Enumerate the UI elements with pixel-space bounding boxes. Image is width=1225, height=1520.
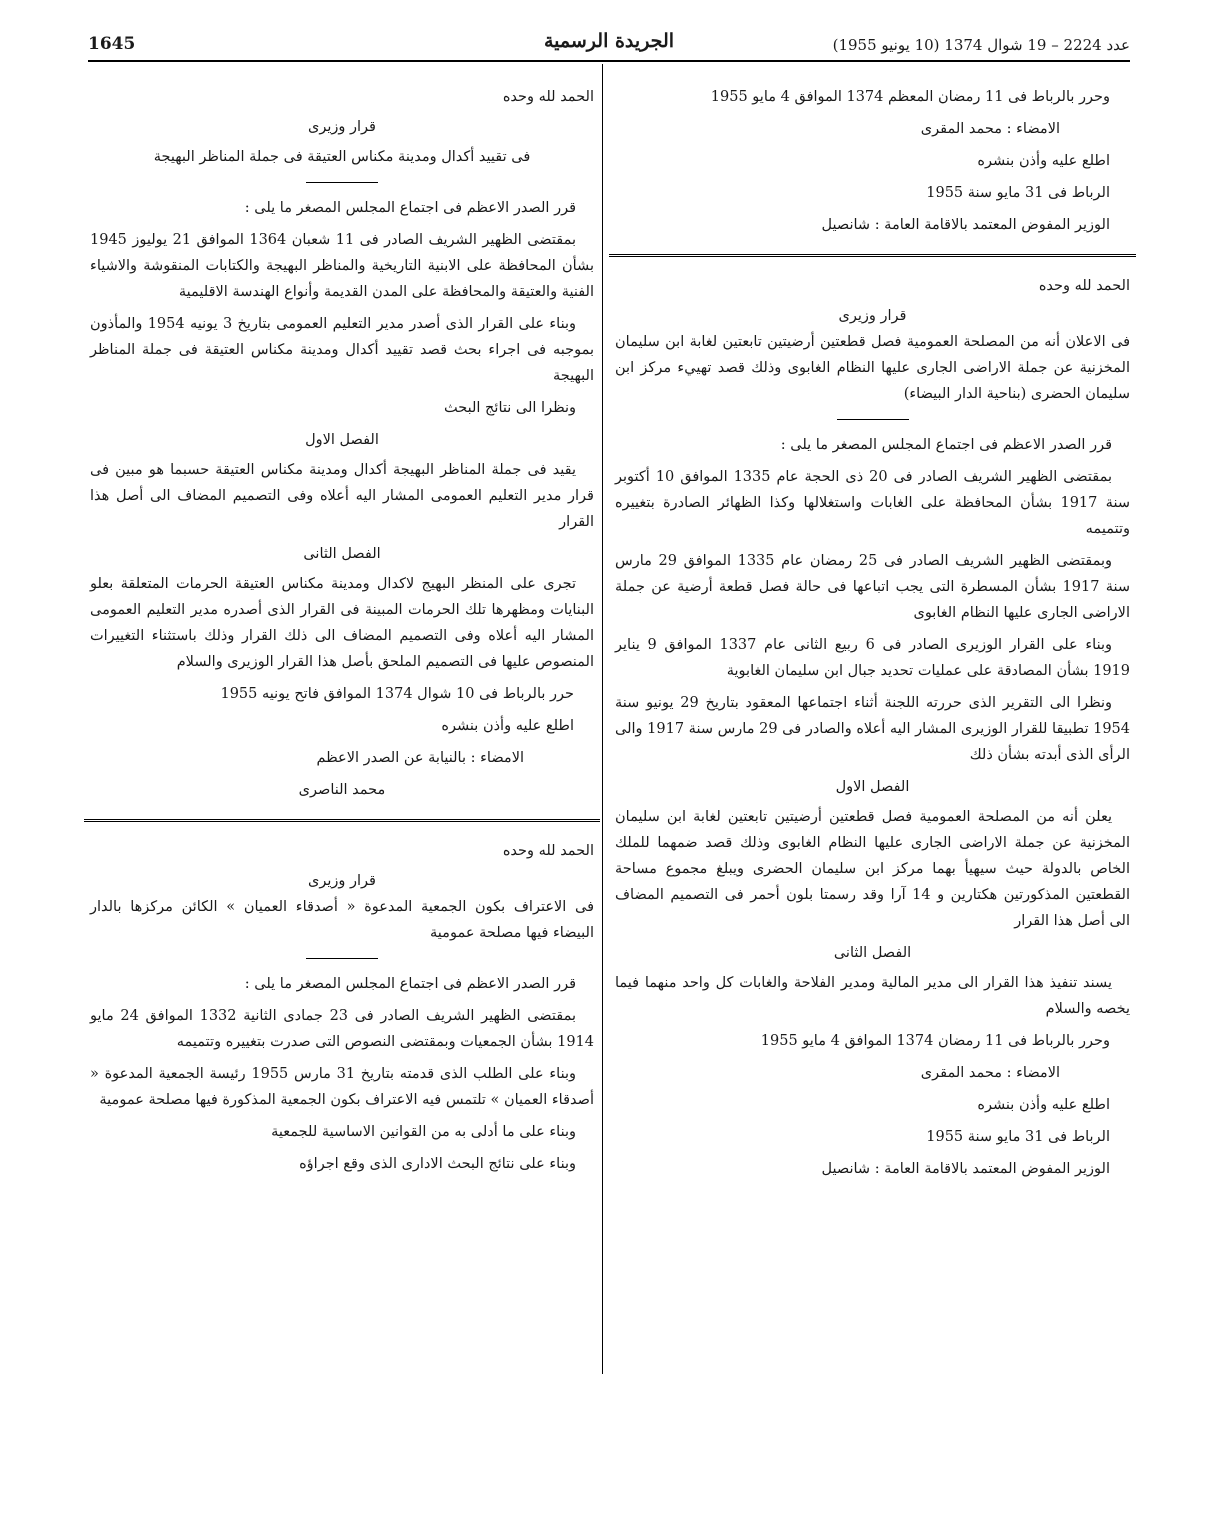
left-column: [90, 84, 594, 1183]
minister-line: الوزير المفوض المعتمد بالاقامة العامة : شانصيل: [821, 217, 1110, 233]
decree-subject: فى الاعلان أنه من المصلحة العمومية فصل قطعتين أرضيتين تابعتين لغابة ابن سليمان المخزنية عن جملة الاراضى الجارى عليها النظام الغابوى وذلك قصد تهييء مركز ابن سليمان الحضرى (بناحية الدار البيضاء): [615, 334, 1130, 402]
gazette-title: الجريدة الرسمية: [543, 30, 675, 52]
decree-paragraph: بمقتضى الظهير الشريف الصادر فى 11 شعبان 1364 الموافق 21 يوليوز 1945 بشأن المحافظة على الابنية التاريخية والمناظر البهيجة والكتابات المنقوشة والاشياء الفنية والعتيقة والمحافظة على المدن القديمة وأنواع الهندسة الاقليمية: [90, 232, 594, 300]
decree-paragraph: وبناء على ما أدلى به من القوانين الاساسية للجمعية: [271, 1124, 576, 1140]
signature-line: الامضاء : محمد المقرى: [920, 121, 1060, 137]
chapter-heading: الفصل الاول: [835, 779, 910, 795]
decree-ben-slimane: [615, 273, 1130, 1182]
decree-invocation: الحمد لله وحده: [1038, 278, 1130, 294]
decree-friends-of-blind: [90, 838, 594, 1177]
decree-paragraph: بمقتضى الظهير الشريف الصادر فى 23 جمادى الثانية 1332 الموافق 24 مايو 1914 بشأن الجمعيات وبمقتضى النصوص التى صدرت بتغييره وتتميمه: [90, 1008, 594, 1050]
column-divider: [602, 64, 603, 1374]
chapter-heading: الفصل الاول: [305, 432, 379, 448]
page-header: [88, 30, 1130, 60]
previous-decree-ending: [615, 84, 1130, 238]
section-separator: [609, 254, 1136, 257]
chapter-heading: الفصل الثانى: [303, 546, 381, 562]
chapter-text: يسند تنفيذ هذا القرار الى مدير المالية ومدير الفلاحة والغابات كل واحد منهما فيما يخصه والسلام: [615, 975, 1130, 1017]
right-column: [615, 84, 1130, 1188]
place-date-line: الرباط فى 31 مايو سنة 1955: [926, 1129, 1110, 1145]
minister-line: الوزير المفوض المعتمد بالاقامة العامة : شانصيل: [821, 1161, 1110, 1177]
decree-invocation: الحمد لله وحده: [502, 89, 594, 105]
chapter-text: تجرى على المنظر البهيج لاكدال ومدينة مكناس العتيقة الحرمات المتعلقة بعلو البنايات ومظهرها تلك الحرمات المبينة فى القرار الذى أصدره مدير التعليم العمومى المشار اليه أعلاه وفى التصميم المضاف الى ذلك القرار وذلك باستثناء التغييرات المنصوص عليها فى التصميم الملحق بأصل هذا القرار الوزيرى والسلام: [90, 576, 594, 670]
decree-invocation: الحمد لله وحده: [502, 843, 594, 859]
decree-intro: قرر الصدر الاعظم فى اجتماع المجلس المصغر ما يلى :: [780, 437, 1112, 453]
section-separator: [84, 819, 600, 822]
dated-line: وحرر بالرباط فى 11 رمضان 1374 الموافق 4 مايو 1955: [760, 1033, 1110, 1049]
seen-line: اطلع عليه وأذن بنشره: [977, 1097, 1110, 1113]
page-number: 1645: [88, 34, 136, 54]
short-rule: [837, 419, 909, 420]
decree-paragraph: ونظرا الى التقرير الذى حررته اللجنة أثناء اجتماعها المعقود بتاريخ 29 يونيو سنة 1954 تطبيقا للقرار الوزيرى المشار اليه أعلاه والصادر فى 29 مارس سنة 1917 والى الرأى الذى أبدته بشأن ذلك: [615, 695, 1130, 763]
decree-paragraph: وبناء على القرار الوزيرى الصادر فى 6 ربيع الثانى عام 1337 الموافق 9 يناير 1919 بشأن المصادقة على عمليات تحديد جبال ابن سليمان الغابوية: [615, 637, 1130, 679]
short-rule: [306, 182, 378, 183]
chapter-text: يقيد فى جملة المناظر البهيجة أكدال ومدينة مكناس العتيقة حسبما هو مبين فى قرار مدير التعليم العمومى المشار اليه أعلاه وفى التصميم المضاف الى أصل هذا القرار: [90, 462, 594, 530]
signer-name: محمد الناصرى: [298, 782, 386, 798]
header-rule: [88, 60, 1130, 62]
decree-meknes: [90, 84, 594, 803]
decree-title: قرار وزيرى: [838, 308, 907, 324]
dated-line: حرر بالرباط فى 10 شوال 1374 الموافق فاتح يونيه 1955: [220, 686, 574, 702]
decree-intro: قرر الصدر الاعظم فى اجتماع المجلس المصغر ما يلى :: [244, 976, 576, 992]
decree-title: قرار وزيرى: [308, 119, 376, 135]
decree-paragraph: وبناء على القرار الذى أصدر مدير التعليم العمومى بتاريخ 3 يونيه 1954 والمأذون بموجبه فى اجراء بحث قصد تقييد أكدال ومدينة مكناس العتيقة فى جملة المناظر البهيجة: [90, 316, 594, 384]
dated-line: وحرر بالرباط فى 11 رمضان المعظم 1374 الموافق 4 مايو 1955: [710, 89, 1110, 105]
place-date-line: الرباط فى 31 مايو سنة 1955: [926, 185, 1110, 201]
decree-paragraph: وبمقتضى الظهير الشريف الصادر فى 25 رمضان عام 1335 الموافق 29 مارس سنة 1917 بشأن المسطرة التى يجب اتباعها فى حالة فصل قطعة أرضية عن جملة الاراضى الجارى عليها النظام الغابوى: [615, 553, 1130, 621]
decree-title: قرار وزيرى: [308, 873, 376, 889]
decree-paragraph: وبناء على الطلب الذى قدمته بتاريخ 31 مارس 1955 رئيسة الجمعية المدعوة « أصدقاء العميان » تلتمس فيه الاعتراف بكون الجمعية المذكورة فيها مصلحة عمومية: [90, 1066, 594, 1108]
signature-line: الامضاء : بالنيابة عن الصدر الاعظم: [316, 750, 524, 766]
short-rule: [306, 958, 378, 959]
decree-subject: فى الاعتراف بكون الجمعية المدعوة « أصدقاء العميان » الكائن مركزها بالدار البيضاء فيها مصلحة عمومية: [90, 899, 594, 941]
chapter-text: يعلن أنه من المصلحة العمومية فصل قطعتين أرضيتين تابعتين لغابة ابن سليمان المخزنية عن جملة الاراضى الجارى عليها النظام الغابوى وذلك قصد ضمهما للملك الخاص بالدولة حيث سيهيأ بهما مركز ابن سليمان الحضرى ويبلغ مجموع مساحة القطعتين المذكورتين هكتارين و 14 آرا وقد رسمتا بلون أحمر فى التصميم المضاف الى أصل هذا القرار: [615, 809, 1130, 929]
decree-paragraph: بمقتضى الظهير الشريف الصادر فى 20 ذى الحجة عام 1335 الموافق 10 أكتوبر سنة 1917 بشأن المحافظة على الغابات واستغلالها وكذا الظهائر الصادرة بتغييره وتتميمه: [615, 469, 1130, 537]
decree-subject: فى تقييد أكدال ومدينة مكناس العتيقة فى جملة المناظر البهيجة: [153, 149, 531, 165]
signature-line: الامضاء : محمد المقرى: [920, 1065, 1060, 1081]
chapter-heading: الفصل الثانى: [833, 945, 912, 961]
decree-intro: قرر الصدر الاعظم فى اجتماع المجلس المصغر ما يلى :: [244, 200, 576, 216]
seen-line: اطلع عليه وأذن بنشره: [977, 153, 1110, 169]
decree-paragraph: ونظرا الى نتائج البحث: [444, 400, 576, 416]
decree-paragraph: وبناء على نتائج البحث الادارى الذى وقع اجراؤه: [299, 1156, 576, 1172]
issue-info: عدد 2224 – 19 شوال 1374 (10 يونيو 1955): [832, 36, 1130, 54]
seen-line: اطلع عليه وأذن بنشره: [441, 718, 574, 734]
